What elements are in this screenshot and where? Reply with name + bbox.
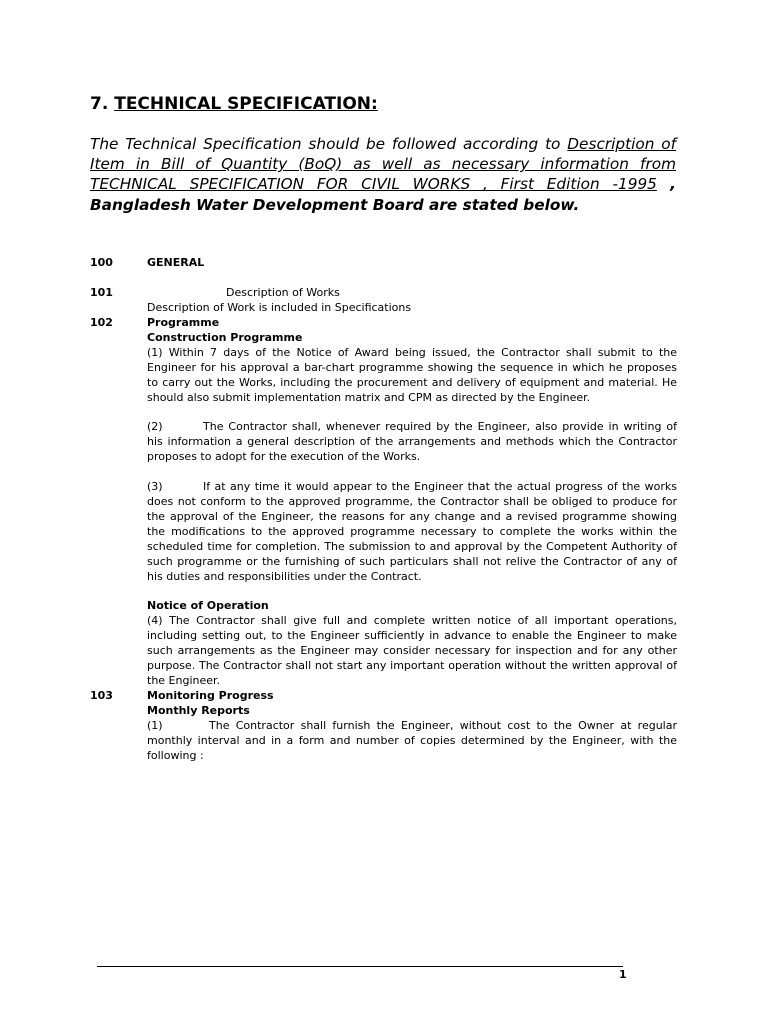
footer-divider	[97, 966, 623, 967]
clause-title-description-of-works: Description of Works	[226, 286, 340, 299]
paragraph-marker: (2)	[147, 420, 163, 433]
section-heading	[90, 93, 378, 115]
clause-number-100: 100	[90, 256, 113, 269]
paragraph-102-3	[147, 479, 677, 584]
paragraph-103-1	[147, 718, 677, 763]
clause-number-101: 101	[90, 286, 113, 299]
subheading-monthly-reports: Monthly Reports	[147, 704, 250, 717]
paragraph-marker: (3)	[147, 480, 163, 493]
paragraph-102-1: (1) Within 7 days of the Notice of Award being issued, the Contractor shall submit to the Engineer for his approval a bar-chart programme showing the sequence in which he proposes to carry out the Works, including the procurement and delivery of equipment and material. He should also submit implementation matrix and CPM as directed by the Engineer.	[147, 346, 677, 404]
page-number: 1	[619, 968, 627, 981]
intro-paragraph	[90, 134, 676, 215]
intro-text-start: The Technical Specification should be followed according to	[90, 135, 568, 153]
clause-title-monitoring-progress: Monitoring Progress	[147, 689, 274, 702]
intro-reference: Description of Item in Bill of Quantity (BoQ) as well as necessary information from TECHNICAL SPECIFICATION FOR CIVIL WORKS , First Edition -1995	[90, 135, 676, 194]
subheading-notice-of-operation: Notice of Operation	[147, 599, 269, 612]
clause-101-text: Description of Work is included in Specifications	[147, 301, 412, 314]
intro-text-end: , Bangladesh Water Development Board are stated below.	[90, 175, 676, 214]
heading-title: TECHNICAL SPECIFICATION:	[114, 94, 378, 114]
paragraph-102-4: (4) The Contractor shall give full and complete written notice of all important operations, including setting out, to the Engineer sufficiently in advance to enable the Engineer to make such arrangements as the Engineer may consider necessary for inspection and for any other purpose. The Contractor shall not start any important operation without the written approval of the Engineer.	[147, 614, 677, 687]
clause-number-103: 103	[90, 689, 113, 702]
heading-number: 7.	[90, 94, 109, 114]
clause-number-102: 102	[90, 316, 113, 329]
paragraph-102-2	[147, 419, 677, 464]
clause-title-general: GENERAL	[147, 256, 205, 269]
paragraph-marker: (1)	[147, 719, 163, 732]
paragraph-text: The Contractor shall furnish the Engineer, without cost to the Owner at regular monthly interval and in a form and number of copies determined by the Engineer, with the following :	[147, 719, 677, 762]
paragraph-text: The Contractor shall, whenever required by the Engineer, also provide in writing of his information a general description of the arrangements and methods which the Contractor proposes to adopt for the execution of the Works.	[147, 420, 677, 463]
subheading-construction-programme: Construction Programme	[147, 331, 303, 344]
clause-title-programme: Programme	[147, 316, 220, 329]
paragraph-text: If at any time it would appear to the Engineer that the actual progress of the works does not conform to the approved programme, the Contractor shall be obliged to produce for the approval of the Engineer, the reasons for any change and a revised programme showing the modifications to the approved programme necessary to complete the works within the scheduled time for completion. The submission to and approval by the Competent Authority of such programme or the furnishing of such particulars shall not relive the Contractor of any of his duties and responsibilities under the Contract.	[147, 480, 677, 583]
